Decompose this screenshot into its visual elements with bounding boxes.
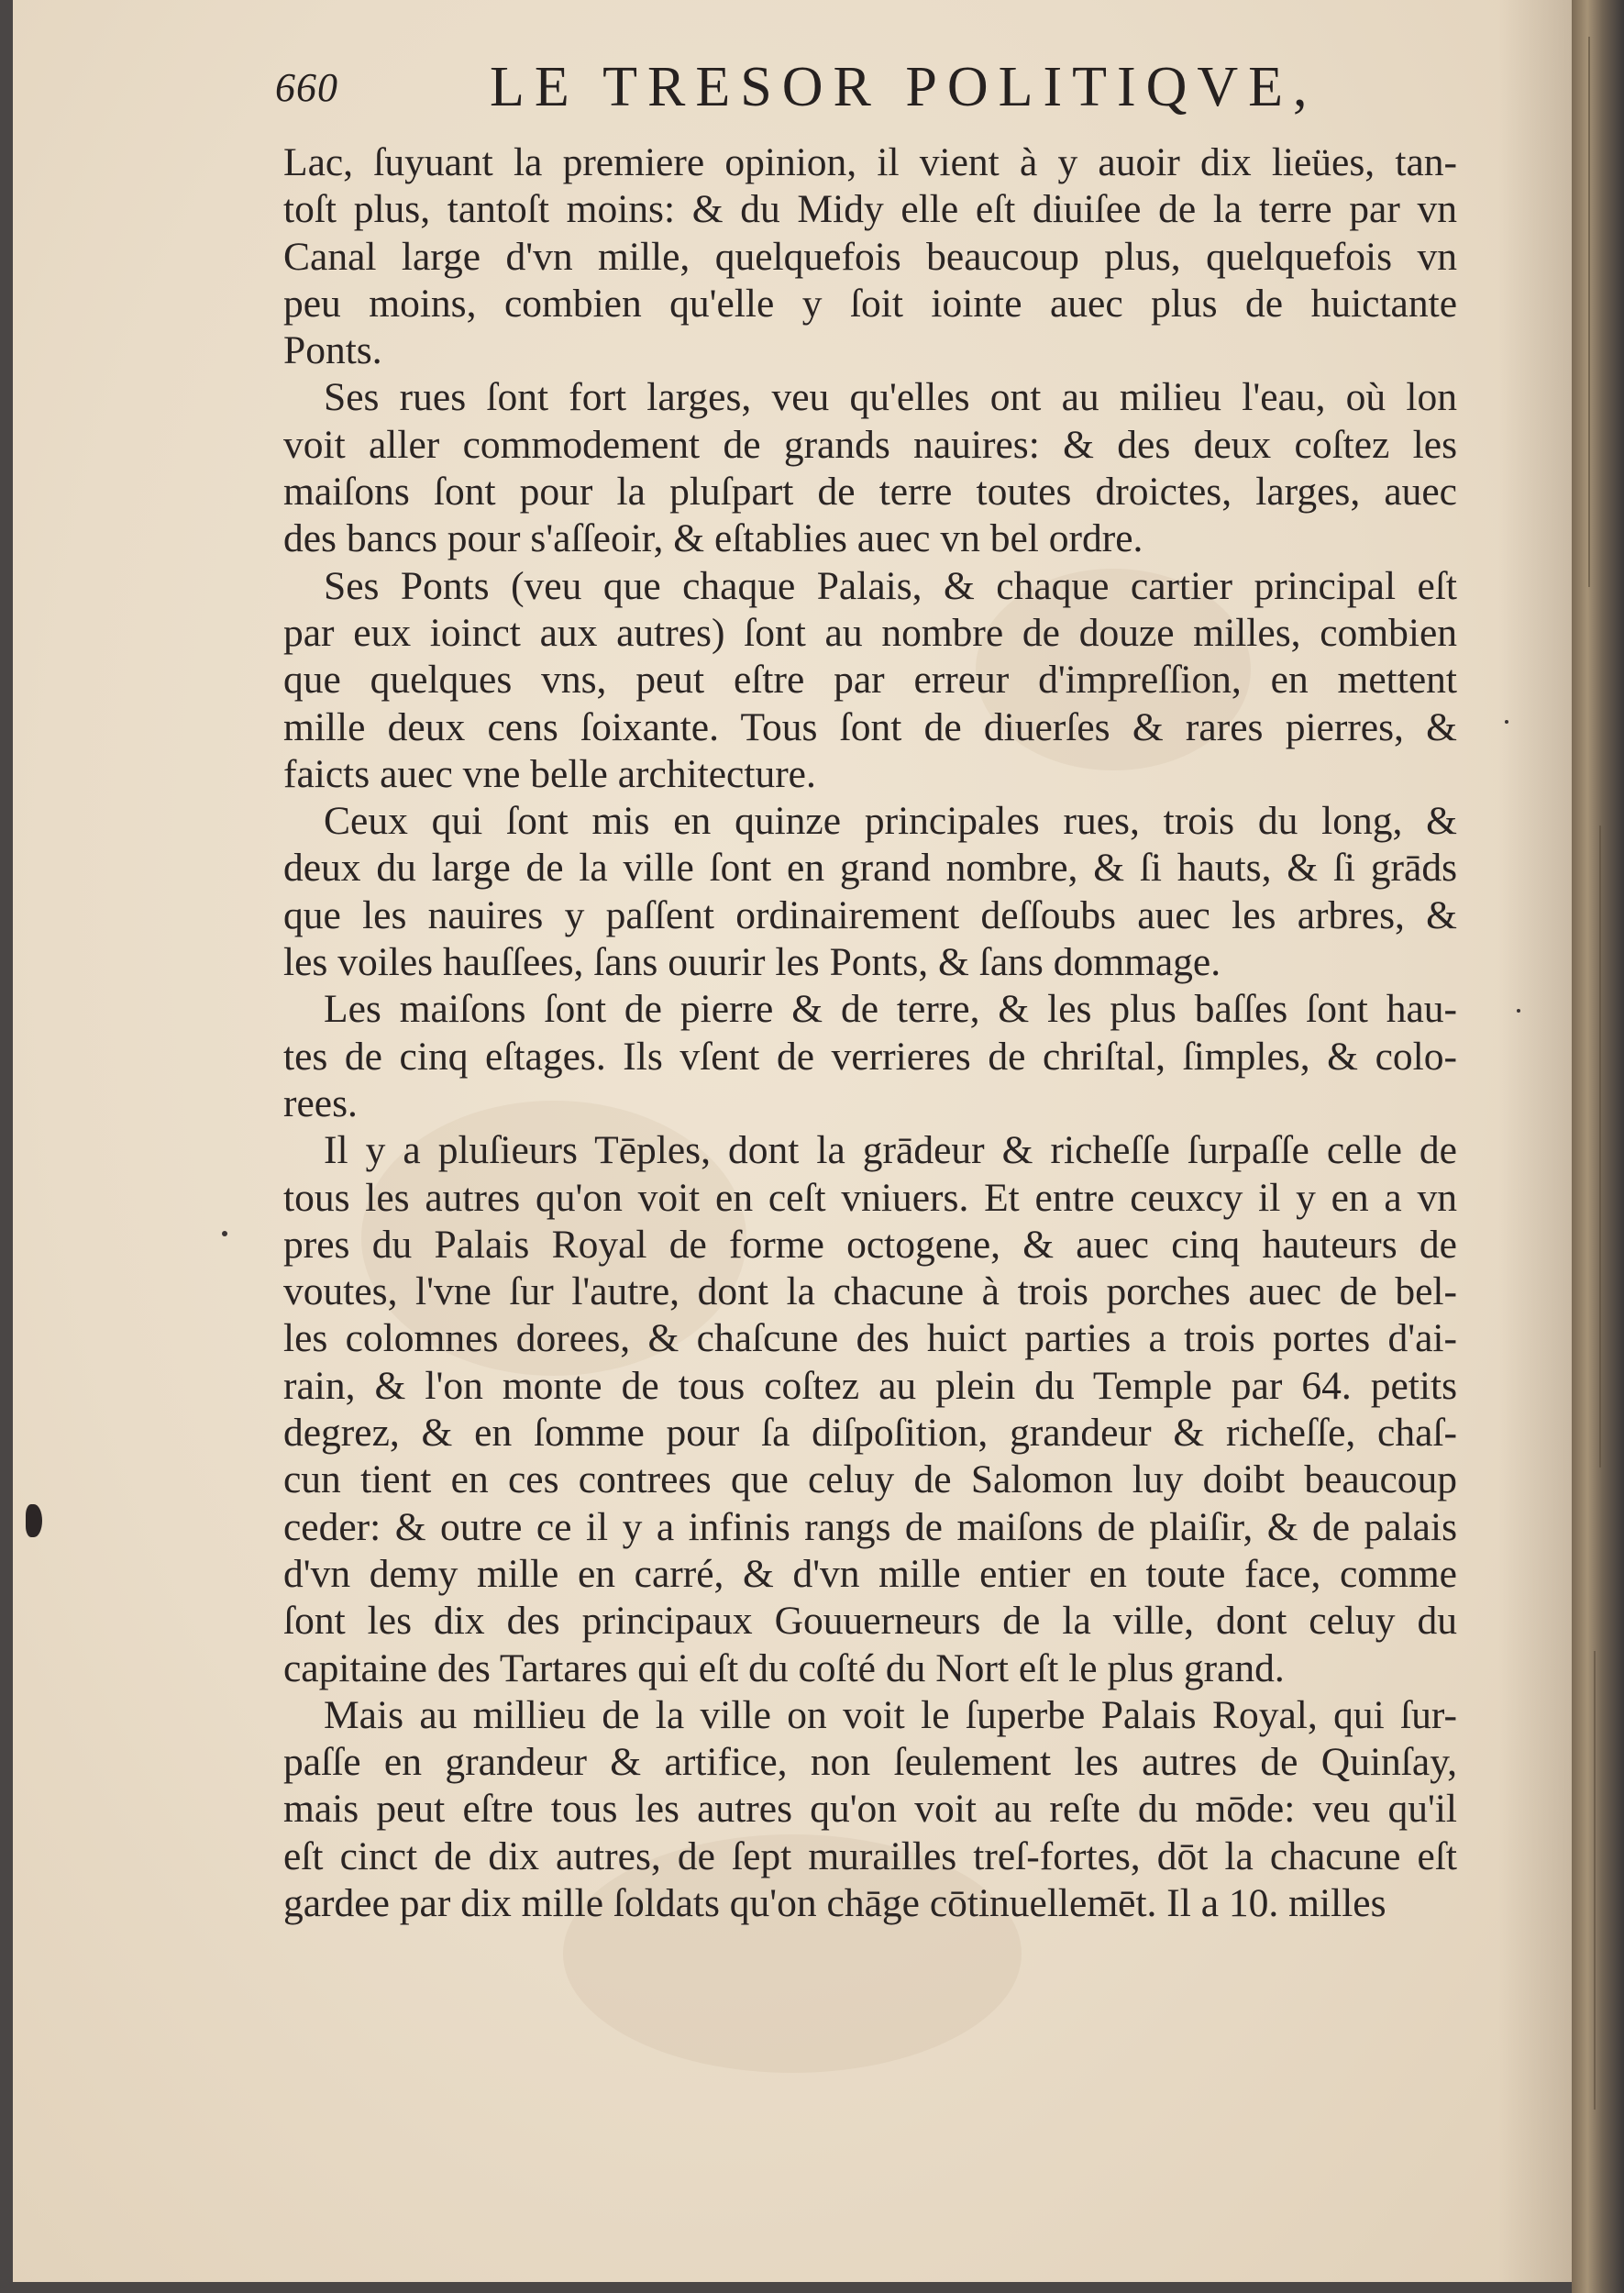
running-head	[275, 55, 1330, 138]
text-line: les voiles hauſſees, ſans ouurir les Ponts, & ſans dommage.	[283, 940, 1221, 985]
text-line: pres du Palais Royal de forme octogene, & auec cinq hauteurs de	[283, 1222, 1457, 1267]
text-line: Ceux qui ſont mis en quinze principales rues, trois du long, &	[324, 799, 1457, 844]
text-line: que les nauires y paſſent ordinairement deſſoubs auec les arbres, &	[283, 892, 1457, 937]
text-line: les colomnes dorees, & chaſcune des huict parties a trois portes d'ai-	[283, 1316, 1457, 1361]
text-line: tous les autres qu'on voit en ceſt vniuers. Et entre ceuxcy il y en a vn	[283, 1175, 1457, 1220]
page-gutter-shadow	[1498, 0, 1572, 2282]
text-line: degrez, & en ſomme pour ſa diſpoſition, grandeur & richeſſe, chaſ-	[283, 1411, 1457, 1456]
body-text	[283, 139, 1457, 1927]
text-line: toſt plus, tantoſt moins: & du Midy elle eſt diuiſee de la terre par vn	[283, 187, 1457, 232]
text-line: Canal large d'vn mille, quelquefois beaucoup plus, quelquefois vn	[283, 234, 1457, 279]
edge-streak	[1599, 825, 1601, 1468]
text-line: que quelques vns, peut eſtre par erreur d'impreſſion, en mettent	[283, 658, 1457, 703]
text-line: Ponts.	[283, 328, 382, 373]
text-line: par eux ioinct aux autres) ſont au nombre de douze milles, combien	[283, 610, 1457, 655]
text-line: mille deux cens ſoixante. Tous ſont de diuerſes & rares pierres, &	[283, 704, 1457, 749]
text-line: eſt cinct de dix autres, de ſept murailles treſ-fortes, dōt la chacune eſt	[283, 1833, 1457, 1878]
text-line: Ses rues ſont fort larges, veu qu'elles ont au milieu l'eau, où lon	[324, 375, 1457, 420]
text-line: rain, & l'on monte de tous coſtez au plein du Temple par 64. petits	[283, 1363, 1457, 1408]
text-line: ſont les dix des principaux Gouuerneurs de la ville, dont celuy du	[283, 1599, 1457, 1644]
text-line: Lac, ſuyuant la premiere opinion, il vient à y auoir dix lieües, tan-	[283, 140, 1457, 184]
page-number: 660	[275, 65, 338, 110]
page-edge	[1572, 0, 1624, 2293]
text-line: peu moins, combien qu'elle y ſoit iointe auec plus de huictante	[283, 281, 1457, 326]
text-line: mais peut eſtre tous les autres qu'on voit au reſte du mōde: veu qu'il	[283, 1787, 1457, 1832]
text-line: voit aller commodement de grands nauires: & des deux coſtez les	[283, 422, 1457, 467]
text-line: paſſe en grandeur & artifice, non ſeulement les autres de Quinſay,	[283, 1740, 1457, 1785]
text-line: deux du large de la ville ſont en grand nombre, & ſi hauts, & ſi grāds	[283, 846, 1457, 891]
text-line: des bancs pour s'aſſeoir, & eſtablies auec vn bel ordre.	[283, 516, 1143, 561]
ink-bleed-mark	[26, 1504, 42, 1537]
text-line: Ses Ponts (veu que chaque Palais, & chaque cartier principal eſt	[324, 563, 1457, 608]
text-line: tes de cinq eſtages. Ils vſent de verrieres de chriſtal, ſimples, & colo-	[283, 1034, 1457, 1079]
margin-speck	[222, 1231, 227, 1236]
text-line: ceder: & outre ce il y a infinis rangs de maiſons de plaiſir, & de palais	[283, 1504, 1457, 1549]
margin-speck	[1505, 720, 1508, 724]
edge-streak	[1594, 1651, 1596, 2110]
text-line: Mais au millieu de la ville on voit le ſuperbe Palais Royal, qui ſur-	[324, 1692, 1457, 1737]
text-line: Il y a pluſieurs Tēples, dont la grādeur & richeſſe ſurpaſſe celle de	[324, 1128, 1457, 1173]
text-line: capitaine des Tartares qui eſt du coſté du Nort eſt le plus grand.	[283, 1645, 1285, 1690]
text-line: faicts auec vne belle architecture.	[283, 751, 816, 796]
text-line: rees.	[283, 1080, 358, 1125]
text-line: voutes, l'vne ſur l'autre, dont la chacune à trois porches auec de bel-	[283, 1269, 1457, 1314]
edge-streak	[1588, 37, 1590, 587]
margin-speck	[1517, 1009, 1520, 1013]
text-line: d'vn demy mille en carré, & d'vn mille entier en toute face, comme	[283, 1551, 1457, 1596]
running-title: LE TRESOR POLITIQVE,	[490, 56, 1318, 118]
text-line: Les maiſons ſont de pierre & de terre, & les plus baſſes ſont hau-	[324, 987, 1457, 1032]
text-line: maiſons ſont pour la pluſpart de terre toutes droictes, larges, auec	[283, 470, 1457, 515]
book-page	[13, 0, 1572, 2282]
text-line: gardee par dix mille ſoldats qu'on chāge cōtinuellemēt. Il a 10. milles	[283, 1880, 1386, 1925]
text-line: cun tient en ces contrees que celuy de Salomon luy doibt beaucoup	[283, 1457, 1457, 1502]
